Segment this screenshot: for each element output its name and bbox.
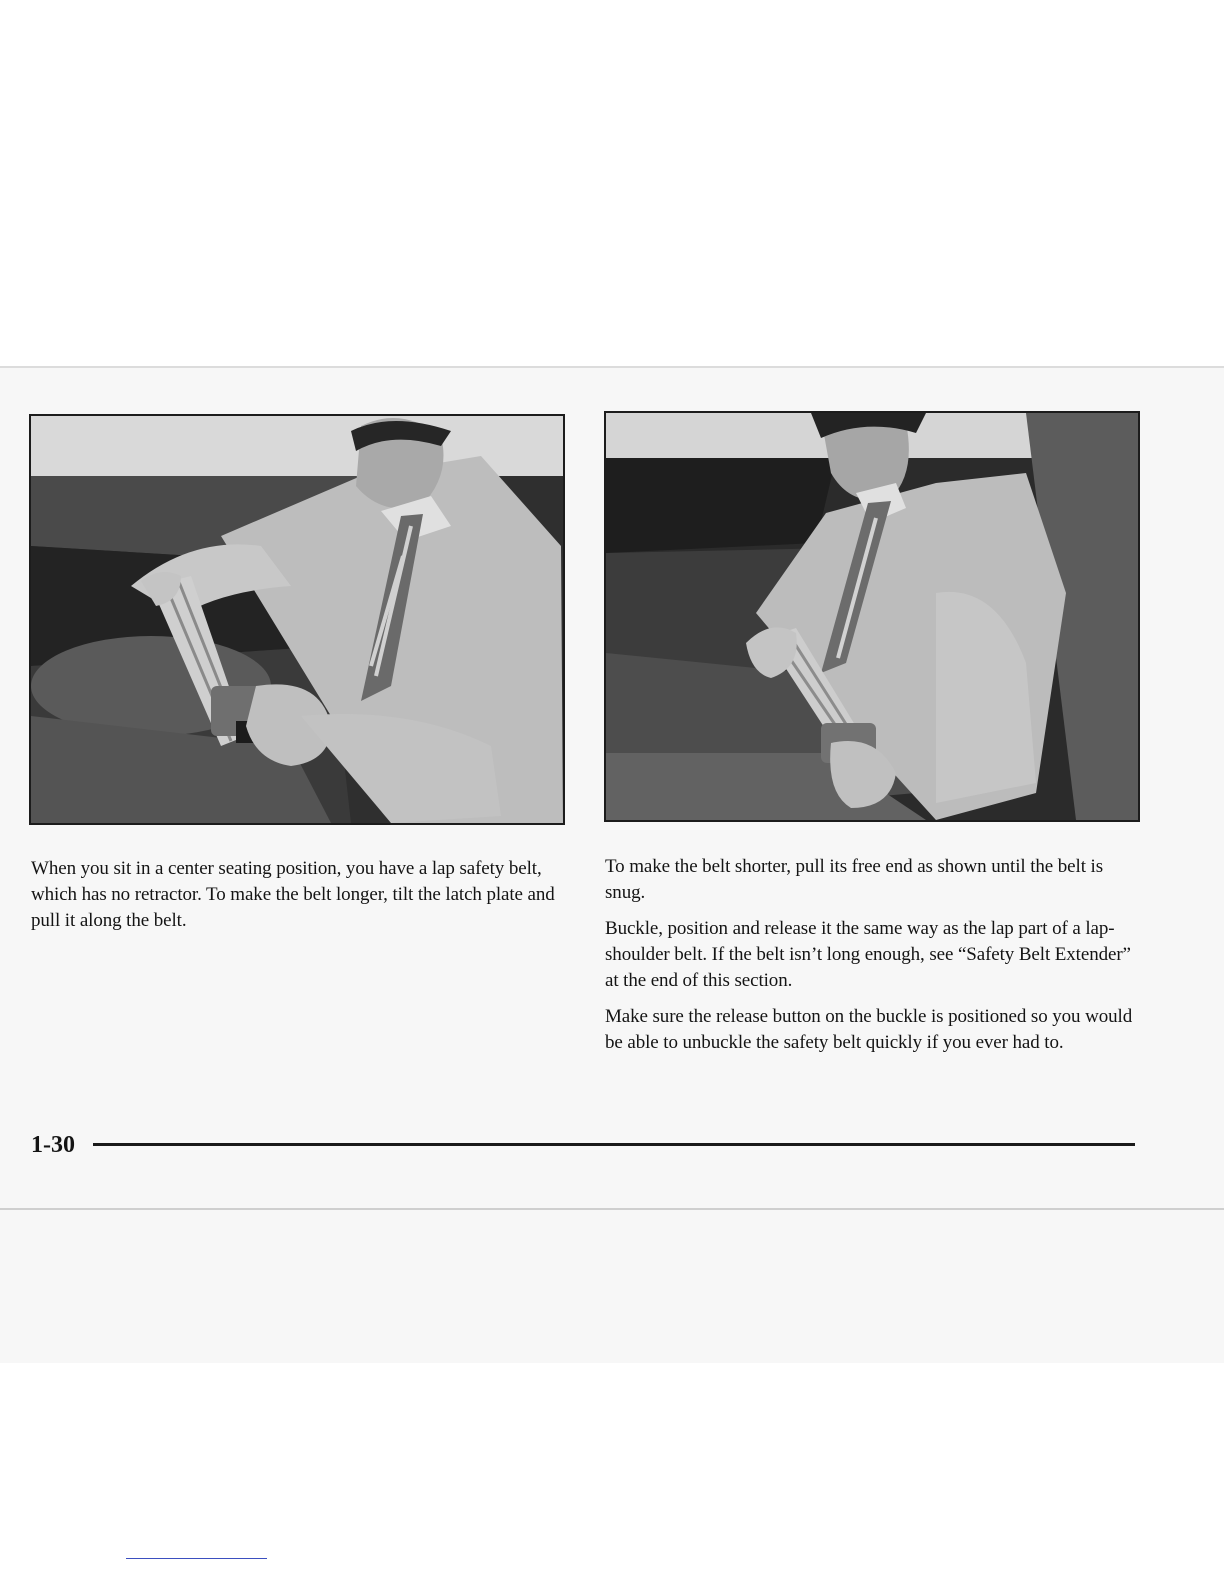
right-text-column xyxy=(605,854,1140,1066)
left-text-column xyxy=(31,856,571,944)
illustration-lengthen-belt xyxy=(29,414,565,825)
paragraph-shorten-belt: To make the belt shorter, pull its free end as shown until the belt is snug. xyxy=(605,856,1103,903)
paragraph-release-button: Make sure the release button on the buckle is positioned so you would be able to unbuckle the safety belt quickly if you ever had to. xyxy=(605,1006,1133,1053)
page-number: 1-30 xyxy=(31,1132,75,1158)
illustration-shorten-belt xyxy=(604,411,1140,822)
scan-edge-bottom xyxy=(0,1208,1224,1210)
footer-rule xyxy=(93,1143,1135,1146)
paragraph-buckle-position: Buckle, position and release it the same way as the lap part of a lap-shoulder belt. If the belt isn’t long enough, see “Safety Belt Extender” at the end of this section. xyxy=(605,918,1131,991)
scan-edge-top xyxy=(0,366,1224,368)
illustration-shorten-belt-drawing xyxy=(606,413,1138,820)
illustration-lengthen-belt-drawing xyxy=(31,416,563,823)
paragraph-center-seating: When you sit in a center seating position, you have a lap safety belt, which has no retractor. To make the belt longer, tilt the latch plate and pull it along the belt. xyxy=(31,858,555,931)
scan-mark xyxy=(126,1558,267,1559)
